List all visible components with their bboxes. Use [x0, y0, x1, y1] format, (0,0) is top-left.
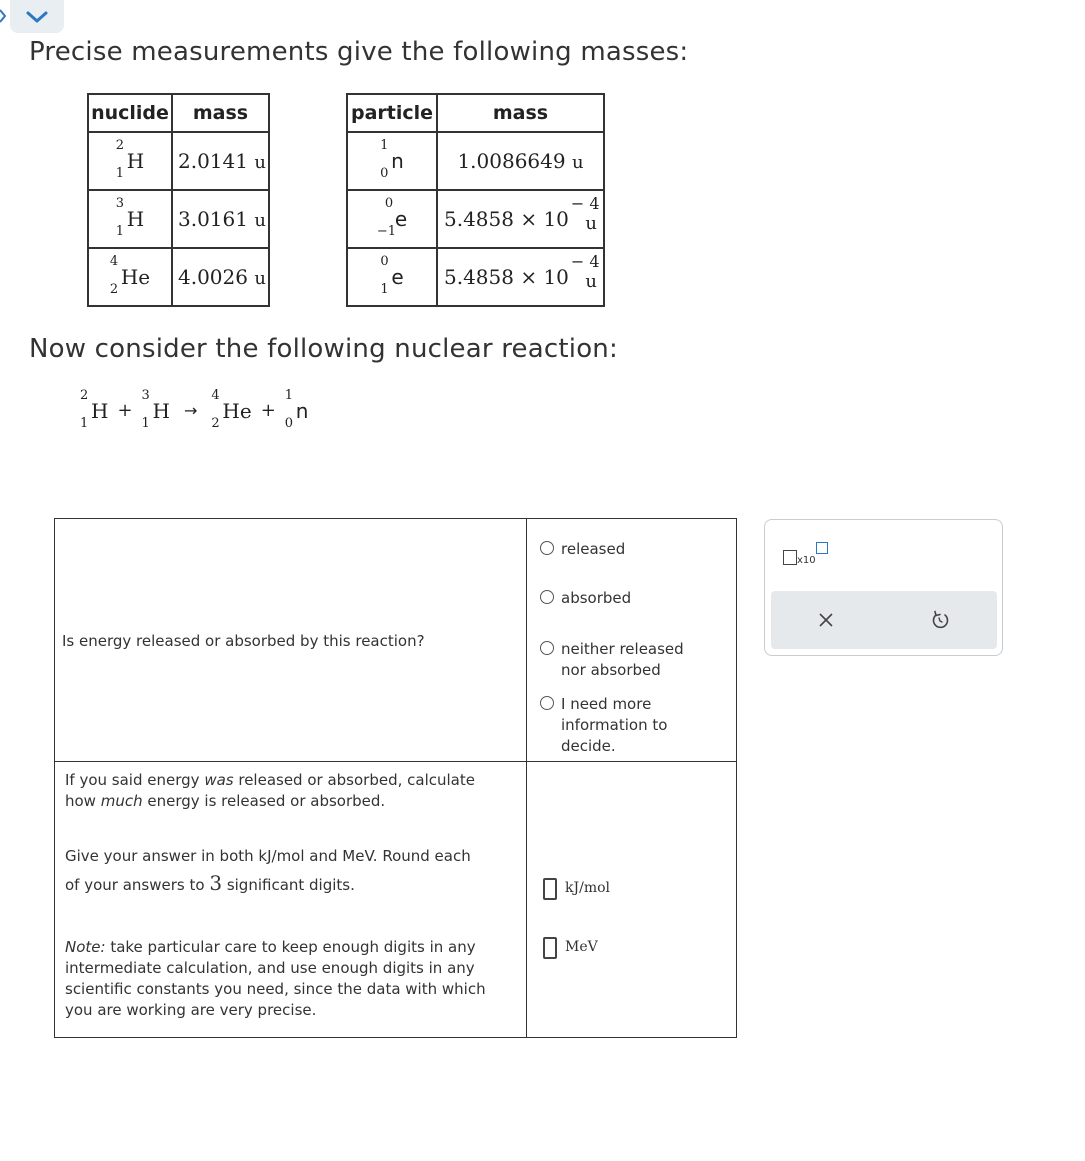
exponent-box-icon: [816, 542, 828, 554]
option-label: neither released nor absorbed: [561, 640, 684, 679]
question-table: [54, 518, 737, 1038]
option-label: absorbed: [561, 589, 632, 607]
undo-icon: [930, 610, 950, 630]
kj-mol-unit: kJ/mol: [565, 880, 610, 896]
radio-button[interactable]: [540, 641, 554, 655]
particle-symbol: 0 1 e: [380, 254, 404, 297]
precision-note: Note: take particular care to keep enough digits in any intermediate calculation, and use enough digits in any scientific constants you need, since the data with which you are working are very precise.: [65, 938, 486, 1019]
mass-header: mass: [437, 94, 604, 132]
table-row: [88, 248, 269, 306]
mass-value: 5.4858 × 10 − 4: [444, 252, 600, 289]
kj-mol-input[interactable]: [543, 878, 557, 900]
reaction-heading: Now consider the following nuclear reaction:: [29, 334, 618, 364]
plus-sign: +: [260, 400, 276, 421]
mass-unit: u: [571, 152, 584, 173]
radio-button[interactable]: [540, 696, 554, 710]
mass-value: 2.0141: [178, 149, 248, 173]
energy-options: [526, 519, 736, 761]
nuclide-symbol: 3 1 H: [115, 196, 145, 239]
nuclide-symbol: 2 1 H: [115, 138, 145, 181]
collapse-tab[interactable]: [10, 0, 64, 33]
answer-mev: [543, 936, 663, 962]
option-released[interactable]: [540, 539, 625, 560]
particle-symbol: 1 0 n: [380, 138, 404, 181]
plus-sign: +: [117, 400, 133, 421]
option-need-more-info[interactable]: [540, 694, 710, 757]
nuclide-mass-table: [87, 93, 270, 307]
close-icon: [818, 612, 834, 628]
table-row: [88, 132, 269, 190]
table-row: [347, 132, 604, 190]
mass-header: mass: [172, 94, 269, 132]
rounding-instructions: Give your answer in both kJ/mol and MeV. Round each of your answers to 3 significant digits.: [65, 847, 471, 895]
calc-instructions: If you said energy was released or absorbed, calculate how much energy is released or absorbed.: [65, 771, 475, 810]
nuclide-header: nuclide: [88, 94, 172, 132]
answer-kj-mol: [543, 877, 663, 903]
undo-button[interactable]: [924, 604, 956, 636]
radio-button[interactable]: [540, 541, 554, 555]
table-row: [347, 190, 604, 248]
base-box-icon: [783, 550, 797, 565]
nuclide-symbol: 4 2 He: [109, 254, 151, 297]
side-expand-handle[interactable]: [0, 0, 6, 33]
table-row: [88, 190, 269, 248]
option-label: released: [561, 540, 626, 558]
mass-value: 5.4858 × 10 − 4: [444, 194, 600, 231]
option-label: I need more information to decide.: [561, 695, 668, 755]
mev-input[interactable]: [543, 937, 557, 959]
intro-heading: Precise measurements give the following masses:: [29, 37, 689, 67]
row-divider: [55, 761, 736, 762]
nuclear-reaction-equation: [80, 387, 309, 431]
radio-button[interactable]: [540, 590, 554, 604]
mass-value: 4.0026: [178, 265, 248, 289]
product-helium: 4 2 He: [211, 387, 252, 431]
table-row: [347, 248, 604, 306]
option-neither[interactable]: [540, 639, 710, 681]
particle-mass-table: [346, 93, 605, 307]
option-absorbed[interactable]: [540, 588, 631, 609]
mass-unit: u: [585, 213, 597, 234]
mass-unit: u: [254, 268, 266, 289]
reaction-arrow: →: [184, 401, 198, 420]
answer-toolbar: [771, 591, 997, 649]
mass-unit: u: [254, 152, 266, 173]
particle-symbol: 0 −1 e: [376, 196, 408, 239]
particle-header: particle: [347, 94, 437, 132]
mass-unit: u: [254, 210, 266, 231]
x10-button[interactable]: [783, 540, 831, 570]
product-neutron: 1 0 n: [284, 387, 309, 431]
chevron-down-icon: [25, 10, 49, 24]
mass-unit: u: [585, 271, 597, 292]
clear-button[interactable]: [810, 604, 842, 636]
mass-value: 1.0086649: [457, 149, 566, 173]
reactant-deuterium: 2 1 H: [80, 387, 109, 431]
x10-label: x10: [797, 555, 816, 566]
sig-digits: 3: [209, 871, 223, 895]
reactant-tritium: 3 1 H: [141, 387, 170, 431]
question1-prompt: Is energy released or absorbed by this reaction?: [62, 632, 425, 650]
chevron-right-icon: [0, 9, 6, 23]
mev-unit: MeV: [565, 939, 598, 955]
mass-value: 3.0161: [178, 207, 248, 231]
